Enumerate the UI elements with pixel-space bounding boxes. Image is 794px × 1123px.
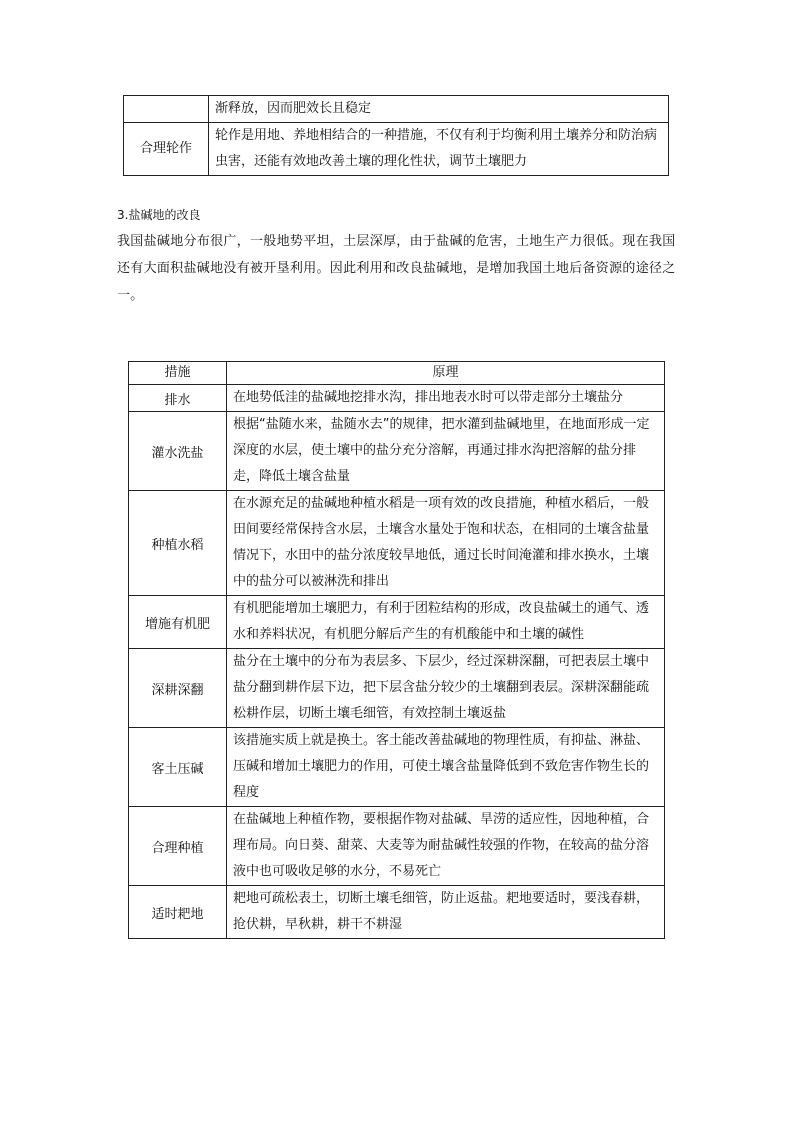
table-row <box>129 412 665 491</box>
principle-cell: 轮作是用地、养地相结合的一种措施，不仅有利于均衡利用土壤养分和防治病虫害，还能有效地改善土壤的理化性状，调节土壤肥力 <box>209 123 669 176</box>
table-row <box>129 886 665 939</box>
principle-cell: 在盐碱地上种植作物，要根据作物对盐碱、旱涝的适应性，因地种植，合理布局。向日葵、甜菜、大麦等为耐盐碱性较强的作物，在较高的盐分溶液中也可吸收足够的水分，不易死亡 <box>227 807 665 886</box>
measure-name-cell: 增施有机肥 <box>129 596 227 649</box>
measure-name-cell: 灌水洗盐 <box>129 412 227 491</box>
principle-cell: 有机肥能增加土壤肥力，有利于团粒结构的形成，改良盐碱土的通气、透水和养料状况，有机肥分解后产生的有机酸能中和土壤的碱性 <box>227 596 665 649</box>
column-header-principle: 原理 <box>227 362 665 385</box>
measure-name-cell: 深耕深翻 <box>129 649 227 728</box>
measure-name-cell: 客土压碱 <box>129 728 227 807</box>
principle-cell: 耙地可疏松表土，切断土壤毛细管，防止返盐。耙地要适时，要浅春耕，抢伏耕，早秋耕，耕干不耕湿 <box>227 886 665 939</box>
section-heading: 3.盐碱地的改良 <box>117 208 201 222</box>
table-row <box>129 491 665 596</box>
measure-name-cell: 排水 <box>129 385 227 412</box>
measure-name-cell: 合理轮作 <box>124 123 209 176</box>
principle-cell: 该措施实质上就是换土。客土能改善盐碱地的物理性质，有抑盐、淋盐、压碱和增加土壤肥力的作用，可使土壤含盐量降低到不致危害作物生长的程度 <box>227 728 665 807</box>
measures-table <box>128 361 665 939</box>
principle-cell: 在地势低洼的盐碱地挖排水沟，排出地表水时可以带走部分土壤盐分 <box>227 385 665 412</box>
principle-cell: 盐分在土壤中的分布为表层多、下层少，经过深耕深翻，可把表层土壤中盐分翻到耕作层下边，把下层含盐分较少的土壤翻到表层。深耕深翻能疏松耕作层，切断土壤毛细管，有效控制土壤返盐 <box>227 649 665 728</box>
continuation-table <box>123 95 669 176</box>
principle-cell: 根据“盐随水来，盐随水去”的规律，把水灌到盐碱地里，在地面形成一定深度的水层，使土壤中的盐分充分溶解，再通过排水沟把溶解的盐分排走，降低土壤含盐量 <box>227 412 665 491</box>
table-row <box>124 96 669 123</box>
table-row <box>129 807 665 886</box>
measure-name-cell <box>124 96 209 123</box>
table-row <box>129 728 665 807</box>
column-header-measure: 措施 <box>129 362 227 385</box>
table-row <box>129 649 665 728</box>
principle-cell: 在水源充足的盐碱地种植水稻是一项有效的改良措施，种植水稻后，一般田间要经常保持含水层，土壤含水量处于饱和状态，在相同的土壤含盐量情况下，水田中的盐分浓度较旱地低，通过长时间淹灌和排水换水，土壤中的盐分可以被淋洗和排出 <box>227 491 665 596</box>
measure-name-cell: 种植水稻 <box>129 491 227 596</box>
principle-cell: 渐释放，因而肥效长且稳定 <box>209 96 669 123</box>
measure-name-cell: 合理种植 <box>129 807 227 886</box>
table-row <box>124 123 669 176</box>
table-row <box>129 596 665 649</box>
table-header-row <box>129 362 665 385</box>
table-row <box>129 385 665 412</box>
section-paragraph: 我国盐碱地分布很广，一般地势平坦，土层深厚，由于盐碱的危害，土地生产力很低。现在我国还有大面积盐碱地没有被开垦利用。因此利用和改良盐碱地，是增加我国土地后备资源的途径之一。 <box>117 234 676 303</box>
measure-name-cell: 适时耙地 <box>129 886 227 939</box>
